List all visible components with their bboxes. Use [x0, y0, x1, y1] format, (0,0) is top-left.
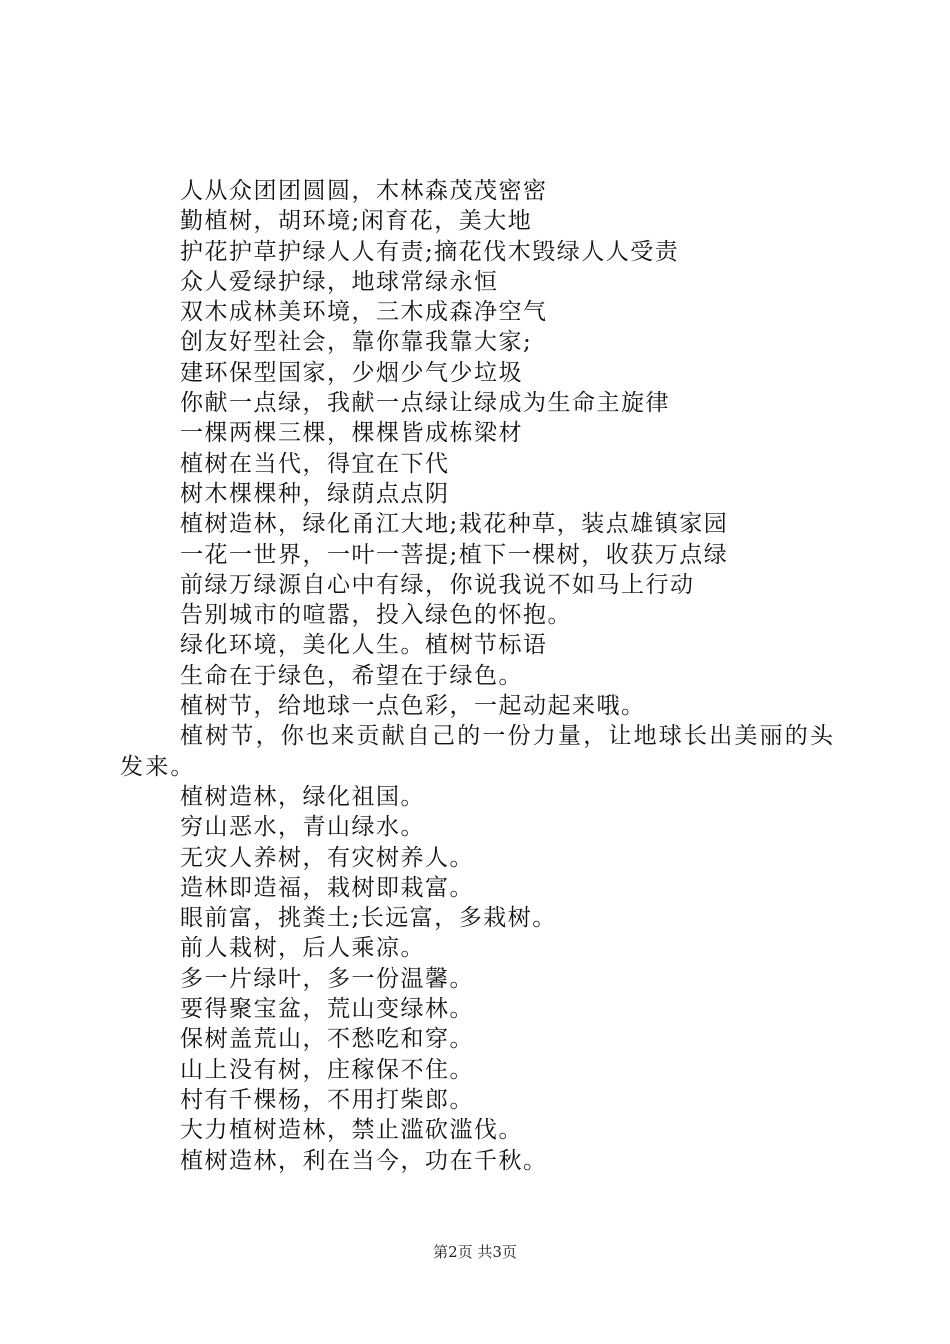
text-line: 山上没有树，庄稼保不住。	[180, 1056, 474, 1083]
text-line: 双木成林美环境，三木成森净空气	[180, 299, 548, 326]
text-line: 大力植树造林，禁止滥砍滥伐。	[180, 1117, 523, 1144]
text-line: 植树造林，绿化甬江大地;栽花种草，装点雄镇家园	[180, 511, 729, 538]
text-line: 生命在于绿色，希望在于绿色。	[180, 662, 523, 689]
text-line: 告别城市的喧嚣，投入绿色的怀抱。	[180, 602, 572, 629]
text-line: 眼前富，挑粪土;长远富，多栽树。	[180, 905, 557, 932]
text-line: 植树节，给地球一点色彩，一起动起来哦。	[180, 693, 646, 720]
text-line: 造林即造福，栽树即栽富。	[180, 874, 474, 901]
text-line: 树木棵棵种，绿荫点点阴	[180, 480, 450, 507]
text-line: 创友好型社会，靠你靠我靠大家;	[180, 329, 533, 356]
text-line: 一花一世界，一叶一菩提;植下一棵树，收获万点绿	[180, 541, 729, 568]
text-line: 护花护草护绿人人有责;摘花伐木毁绿人人受责	[180, 238, 680, 265]
text-line: 勤植树，胡环境;闲育花，美大地	[180, 208, 533, 235]
text-line: 无灾人养树，有灾树养人。	[180, 844, 474, 871]
text-line: 建环保型国家，少烟少气少垃圾	[180, 359, 523, 386]
text-line: 绿化环境，美化人生。植树节标语	[180, 632, 548, 659]
text-line: 前人栽树，后人乘凉。	[180, 935, 425, 962]
text-line: 前绿万绿源自心中有绿，你说我说不如马上行动	[180, 571, 695, 598]
text-line: 穷山恶水，青山绿水。	[180, 814, 425, 841]
text-line: 你献一点绿，我献一点绿让绿成为生命主旋律	[180, 390, 670, 417]
text-line: 一棵两棵三棵，棵棵皆成栋梁材	[180, 420, 523, 447]
page-footer: 第2页 共3页	[433, 1243, 517, 1261]
text-line: 村有千棵杨，不用打柴郎。	[180, 1086, 474, 1113]
text-line: 众人爱绿护绿，地球常绿永恒	[180, 268, 499, 295]
document-body	[120, 176, 840, 1176]
text-line: 要得聚宝盆，荒山变绿林。	[180, 996, 474, 1023]
text-line: 保树盖荒山，不愁吃和穿。	[180, 1026, 474, 1053]
text-line: 植树在当代，得宜在下代	[180, 450, 450, 477]
text-line-wrapped: 植树节，你也来贡献自己的一份力量，让地球长出美丽的头发来。	[120, 723, 836, 780]
text-line: 人从众团团圆圆，木林森茂茂密密	[180, 178, 548, 204]
text-line: 植树造林，利在当今，功在千秋。	[180, 1147, 548, 1174]
text-line: 多一片绿叶，多一份温馨。	[180, 965, 474, 992]
text-line: 植树造林，绿化祖国。	[180, 783, 425, 810]
